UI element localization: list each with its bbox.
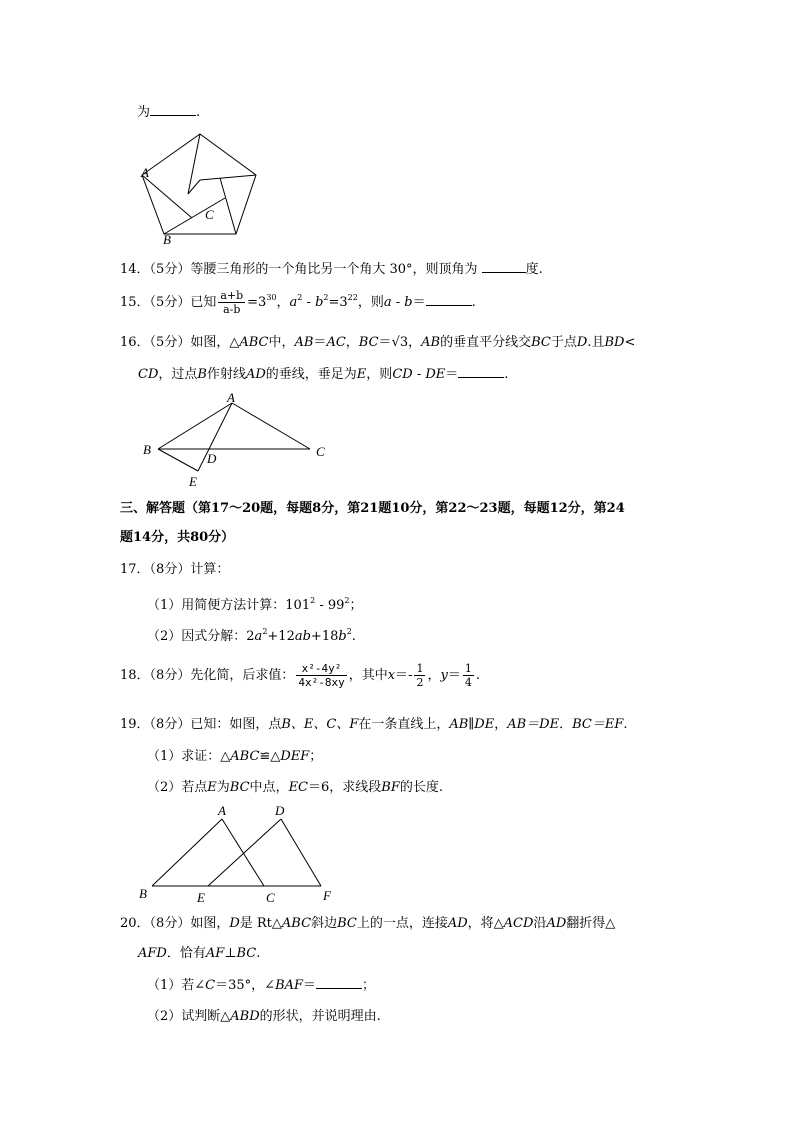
fig19-label-e: E bbox=[197, 890, 205, 905]
answer-blank[interactable] bbox=[316, 976, 362, 989]
question-19-part-1: （1）求证：△ABC≌△DEF； bbox=[147, 749, 323, 764]
pentagon-inner-line bbox=[200, 175, 256, 180]
answer-blank[interactable] bbox=[482, 260, 526, 273]
fig19-label-d: D bbox=[275, 803, 285, 818]
section-3-heading-line-2: 题14分，共80分） bbox=[120, 530, 235, 545]
question-20-part-2: （2）试判断△ABD的形状，并说明理由. bbox=[147, 1009, 381, 1024]
question-15: 15．（5分）已知 $\frac{a+b}{a-b}$ $=3^{30}$，$a^2 - b^2=3^{22}$，则a - b＝ . bbox=[120, 289, 476, 316]
fig13-label-a: A bbox=[141, 165, 149, 180]
question-17-part-2: （2）因式分解：$2a^2+12ab+18b^2$. bbox=[147, 627, 356, 644]
pentagon-inner-line bbox=[188, 134, 200, 194]
answer-blank[interactable] bbox=[458, 365, 504, 378]
question-17-part-1: （1）用简便方法计算：$101^2 - 99^2$； bbox=[147, 596, 363, 613]
fraction: $\frac{a+b}{a-b}$ bbox=[220, 289, 244, 316]
fig16-label-d: D bbox=[207, 451, 217, 466]
question-20-line-2: AFD．恰有AF⊥BC. bbox=[138, 946, 261, 961]
question-18: 18．（8分）先化简，后求值： $\frac{\text{x²-4y²}}{\text{4x²-8xy}}$ ，其中x＝- $\frac{1}{2}$ ，y＝ $\frac{1}{4}$ . bbox=[120, 662, 480, 689]
pentagon-inner-line bbox=[164, 198, 225, 234]
sqrt-3: √3 bbox=[391, 335, 409, 350]
question-16-line-1: 16．（5分）如图，△ABC中，AB＝AC，BC＝√3，AB的垂直平分线交BC于点D.且BD< bbox=[120, 335, 636, 350]
fig16-label-b: B bbox=[143, 442, 151, 457]
question-20-part-1: （1）若∠C＝35°，∠BAF＝ ； bbox=[147, 978, 376, 993]
question-19: 19．（8分）已知：如图，点B、E、C、F在一条直线上，AB∥DE，AB＝DE．BC＝EF. bbox=[120, 717, 628, 732]
question-17-title: 17．（8分）计算： bbox=[120, 562, 230, 577]
pentagon-inner-line bbox=[188, 180, 200, 194]
fig16-label-e: E bbox=[189, 474, 197, 489]
fig16-label-a: A bbox=[227, 390, 235, 405]
pentagon-inner-line bbox=[142, 175, 192, 218]
section-3-heading-line-1: 三、解答题（第17～20题，每题8分，第21题10分，第22～23题，每题12分，第24 bbox=[120, 501, 625, 516]
answer-blank[interactable] bbox=[150, 103, 196, 116]
question-16-line-2: CD，过点B作射线AD的垂线，垂足为E，则CD - DE＝ . bbox=[138, 367, 509, 382]
pentagon-outline bbox=[142, 134, 256, 234]
fraction-expression: $\frac{\text{x²-4y²}}{\text{4x²-8xy}}$ bbox=[298, 662, 345, 689]
fig13-label-b: B bbox=[163, 232, 171, 247]
fraction-x: $\frac{1}{2}$ bbox=[416, 662, 424, 689]
question-20-line-1: 20．（8分）如图，D是 Rt△ABC斜边BC上的一点，连接AD，将△ACD沿AD翻折得△ bbox=[120, 916, 616, 931]
question-19-part-2: （2）若点E为BC中点，EC＝6，求线段BF的长度. bbox=[147, 780, 443, 795]
question-14: 14．（5分）等腰三角形的一个角比另一个角大 30°，则顶角为 度. bbox=[120, 262, 543, 277]
pentagon-inner-line bbox=[220, 178, 236, 234]
q13-tail-prefix: 为 bbox=[137, 105, 151, 120]
fig16-label-c: C bbox=[316, 444, 325, 459]
fig19-label-f: F bbox=[323, 888, 331, 903]
answer-blank[interactable] bbox=[426, 293, 472, 306]
fig13-label-c: C bbox=[205, 207, 214, 222]
q13-tail: 为 . bbox=[137, 105, 201, 120]
fraction-y: $\frac{1}{4}$ bbox=[464, 662, 472, 689]
fig19-label-b: B bbox=[139, 886, 147, 901]
fig19-label-c: C bbox=[266, 890, 275, 905]
fig19-label-a: A bbox=[218, 803, 226, 818]
